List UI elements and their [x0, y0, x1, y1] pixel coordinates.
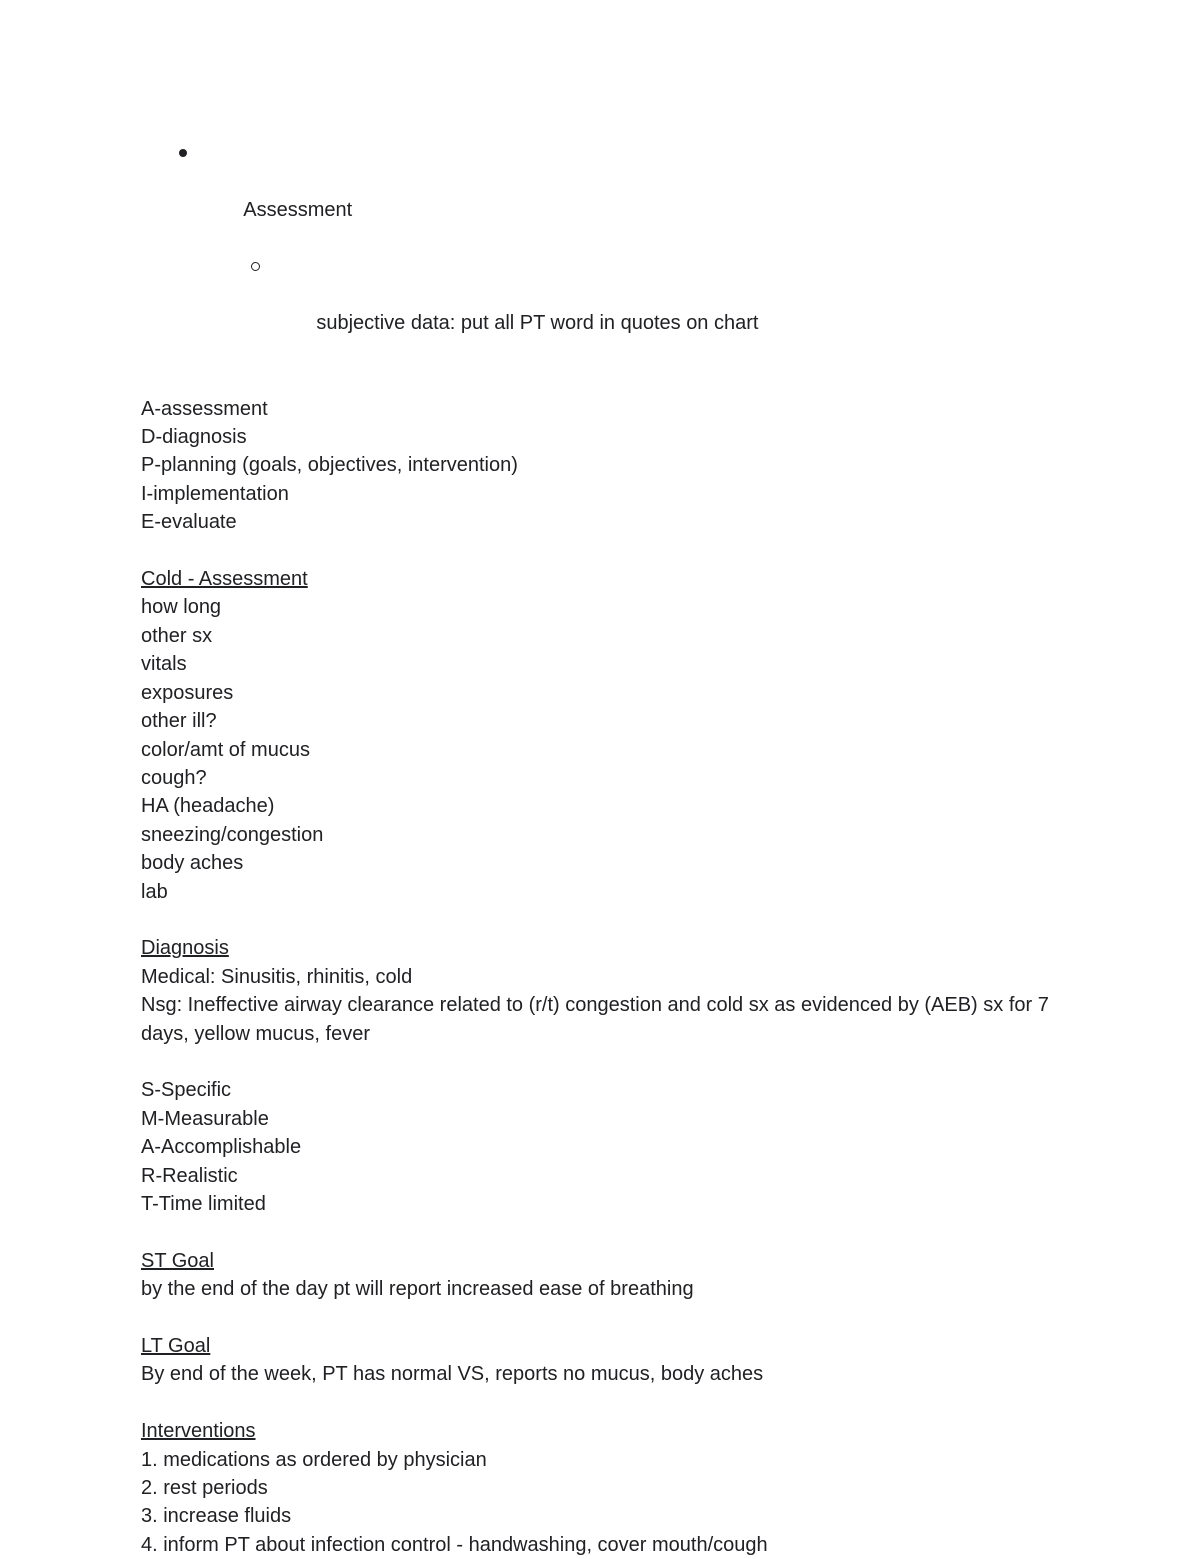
outline-bullet-text: Assessment [243, 198, 353, 221]
cold-assessment-item: how long [141, 596, 222, 619]
spacer [141, 1389, 1141, 1417]
cold-assessment-item: cough? [141, 766, 207, 789]
cold-assessment-item: lab [141, 880, 168, 903]
smart-line: A-Accomplishable [141, 1136, 302, 1159]
lt-goal-text: By end of the week, PT has normal VS, reports no mucus, body aches [141, 1363, 764, 1386]
smart-line: T-Time limited [141, 1192, 266, 1215]
st-goal-text: by the end of the day pt will report increased ease of breathing [141, 1278, 694, 1301]
intervention-item: 2. rest periods [141, 1476, 268, 1499]
spacer [141, 1304, 1141, 1332]
cold-assessment-item: color/amt of mucus [141, 738, 310, 761]
outline-bullet [141, 139, 1141, 253]
spacer [141, 366, 1141, 394]
cold-assessment-heading: Cold - Assessment [141, 568, 308, 591]
cold-assessment-item: HA (headache) [141, 795, 275, 818]
adpie-line: D-diagnosis [141, 426, 247, 449]
lt-goal-heading: LT Goal [141, 1334, 211, 1357]
outline-sub-bullet [141, 253, 1141, 367]
cold-assessment-item: exposures [141, 681, 234, 704]
hollow-bullet-icon [251, 262, 260, 271]
cold-assessment-item: body aches [141, 852, 244, 875]
spacer [141, 1048, 1141, 1076]
cold-assessment-item: other sx [141, 624, 213, 647]
diagnosis-medical: Medical: Sinusitis, rhinitis, cold [141, 965, 413, 988]
smart-line: M-Measurable [141, 1107, 269, 1130]
cold-assessment-item: other ill? [141, 710, 217, 733]
smart-line: S-Specific [141, 1079, 232, 1102]
intervention-item: 3. increase fluids [141, 1505, 292, 1528]
intervention-item: 1. medications as ordered by physician [141, 1448, 487, 1471]
outline-sub-bullet-text: subjective data: put all PT word in quotes on chart [316, 312, 759, 335]
diagnosis-nursing: Nsg: Ineffective airway clearance related to (r/t) congestion and cold sx as evidenced by (AEB) sx for 7 days, yellow mucus, fever [141, 994, 1049, 1045]
smart-line: R-Realistic [141, 1164, 238, 1187]
diagnosis-heading: Diagnosis [141, 937, 229, 960]
spacer [141, 906, 1141, 934]
intervention-item: 4. inform PT about infection control - handwashing, cover mouth/cough [141, 1533, 768, 1556]
filled-bullet-icon [179, 149, 187, 157]
adpie-line: I-implementation [141, 482, 289, 505]
interventions-heading: Interventions [141, 1420, 256, 1443]
cold-assessment-item: vitals [141, 653, 187, 676]
cold-assessment-item: sneezing/congestion [141, 823, 324, 846]
spacer [141, 537, 1141, 565]
adpie-line: A-assessment [141, 397, 268, 420]
document-body [141, 139, 1141, 1559]
adpie-line: E-evaluate [141, 511, 237, 534]
spacer [141, 1218, 1141, 1246]
adpie-line: P-planning (goals, objectives, intervention) [141, 454, 518, 477]
st-goal-heading: ST Goal [141, 1249, 214, 1272]
